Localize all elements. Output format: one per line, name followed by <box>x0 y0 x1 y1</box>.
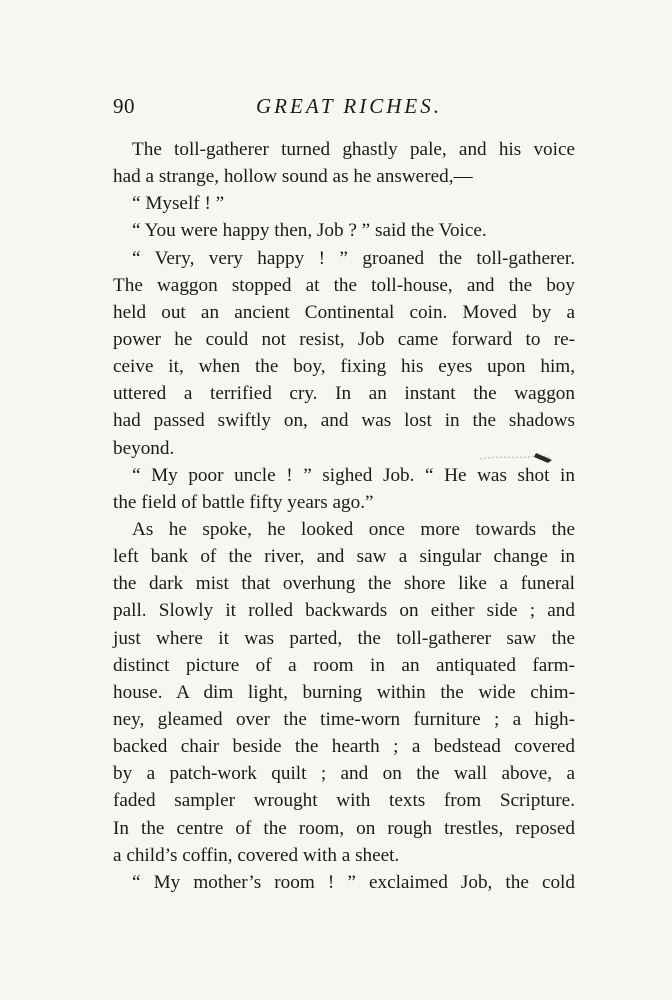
text-line: pall. Slowly it rolled backwards on either side ; and <box>113 600 575 622</box>
body-text <box>113 136 575 896</box>
text-line: the field of battle fifty years ago.” <box>113 491 374 513</box>
text-line: ceive it, when the boy, fixing his eyes upon him, <box>113 356 575 378</box>
text-line: “ My poor uncle ! ” sighed Job. “ He was shot in <box>132 464 575 486</box>
text-line: “ Myself ! ” <box>132 193 225 215</box>
text-line: the dark mist that overhung the shore like a funeral <box>113 573 575 595</box>
text-line: “ My mother’s room ! ” exclaimed Job, the cold <box>132 871 575 893</box>
text-line: just where it was parted, the toll-gatherer saw the <box>113 627 575 649</box>
text-line: The toll-gatherer turned ghastly pale, and his voice <box>132 139 575 160</box>
text-line: by a patch-work quilt ; and on the wall above, a <box>113 763 575 785</box>
text-line: power he could not resist, Job came forward to re- <box>113 328 575 350</box>
text-line: ney, gleamed over the time-worn furniture ; a high- <box>113 708 575 730</box>
text-line: held out an ancient Continental coin. Moved by a <box>113 301 575 323</box>
text-line: uttered a terrified cry. In an instant the waggon <box>113 383 575 405</box>
page-number: 90 <box>113 94 135 118</box>
running-title: GREAT RICHES. <box>256 94 442 118</box>
text-line: house. A dim light, burning within the wide chim- <box>113 681 575 703</box>
text-line: distinct picture of a room in an antiquated farm- <box>113 654 575 676</box>
ink-smudge <box>478 450 558 466</box>
text-line: left bank of the river, and saw a singular change in <box>113 546 575 568</box>
text-line: “ Very, very happy ! ” groaned the toll-gatherer. <box>132 247 575 269</box>
text-line: faded sampler wrought with texts from Scripture. <box>113 790 575 812</box>
text-line: As he spoke, he looked once more towards the <box>132 518 575 540</box>
text-line: backed chair beside the hearth ; a bedstead covered <box>113 736 575 758</box>
text-line: a child’s coffin, covered with a sheet. <box>113 844 400 866</box>
text-line: In the centre of the room, on rough trestles, reposed <box>113 817 575 839</box>
text-line: “ You were happy then, Job ? ” said the Voice. <box>132 220 487 242</box>
text-line: beyond. <box>113 437 175 459</box>
running-head <box>113 94 583 126</box>
text-line: had passed swiftly on, and was lost in the shadows <box>113 410 575 432</box>
text-line: had a strange, hollow sound as he answered,— <box>113 166 473 188</box>
text-line: The waggon stopped at the toll-house, and the boy <box>113 274 575 296</box>
